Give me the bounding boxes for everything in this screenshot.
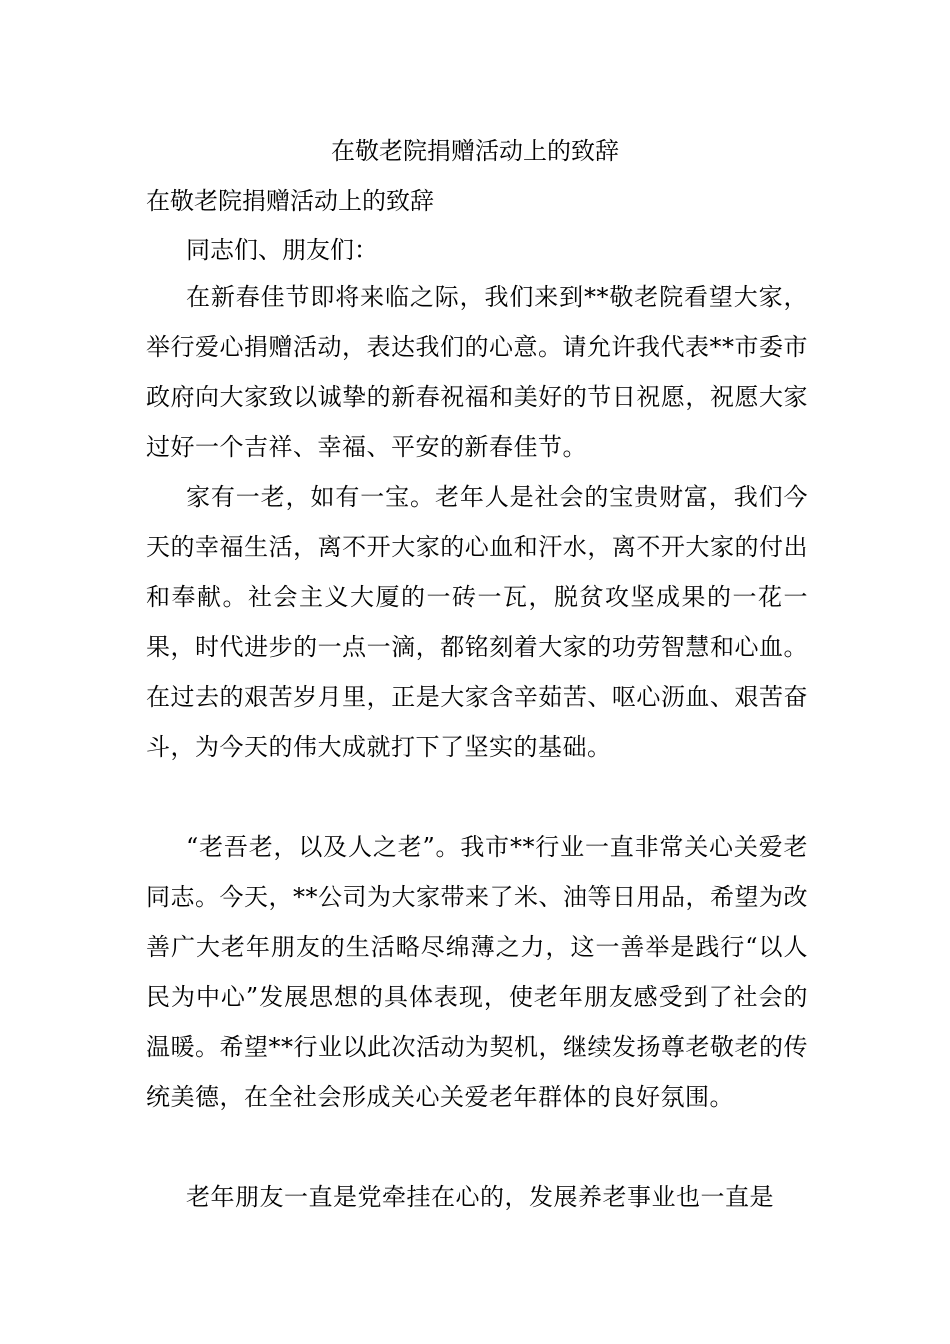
paragraph-2: 家有一老，如有一宝。老年人是社会的宝贵财富，我们今天的幸福生活，离不开大家的心血和汗水，离不开大家的付出和奉献。社会主义大厦的一砖一瓦，脱贫攻坚成果的一花一果，时代进步的一点一滴，都铭刻着大家的功劳智慧和心血。在过去的艰苦岁月里，正是大家含辛茹苦、呕心沥血、艰苦奋斗，为今天的伟大成就打下了坚实的基础。	[146, 483, 808, 761]
salutation: 同志们、朋友们：	[186, 236, 378, 264]
document-title: 在敬老院捐赠活动上的致辞	[331, 137, 619, 165]
document-subtitle: 在敬老院捐赠活动上的致辞	[146, 187, 434, 215]
paragraph-4: 老年朋友一直是党牵挂在心的，发展养老事业也一直是	[186, 1183, 774, 1211]
paragraph-3: “老吾老，以及人之老”。我市**行业一直非常关心关爱老同志。今天，**公司为大家带来了米、油等日用品，希望为改善广大老年朋友的生活略尽绵薄之力，这一善举是践行“以人民为中心”发展思想的具体表现，使老年朋友感受到了社会的温暖。希望**行业以此次活动为契机，继续发扬尊老敬老的传统美德，在全社会形成关心关爱老年群体的良好氛围。	[146, 833, 808, 1111]
paragraph-1: 在新春佳节即将来临之际，我们来到**敬老院看望大家，举行爱心捐赠活动，表达我们的心意。请允许我代表**市委市政府向大家致以诚挚的新春祝福和美好的节日祝愿，祝愿大家过好一个吉祥、幸福、平安的新春佳节。	[146, 283, 808, 461]
